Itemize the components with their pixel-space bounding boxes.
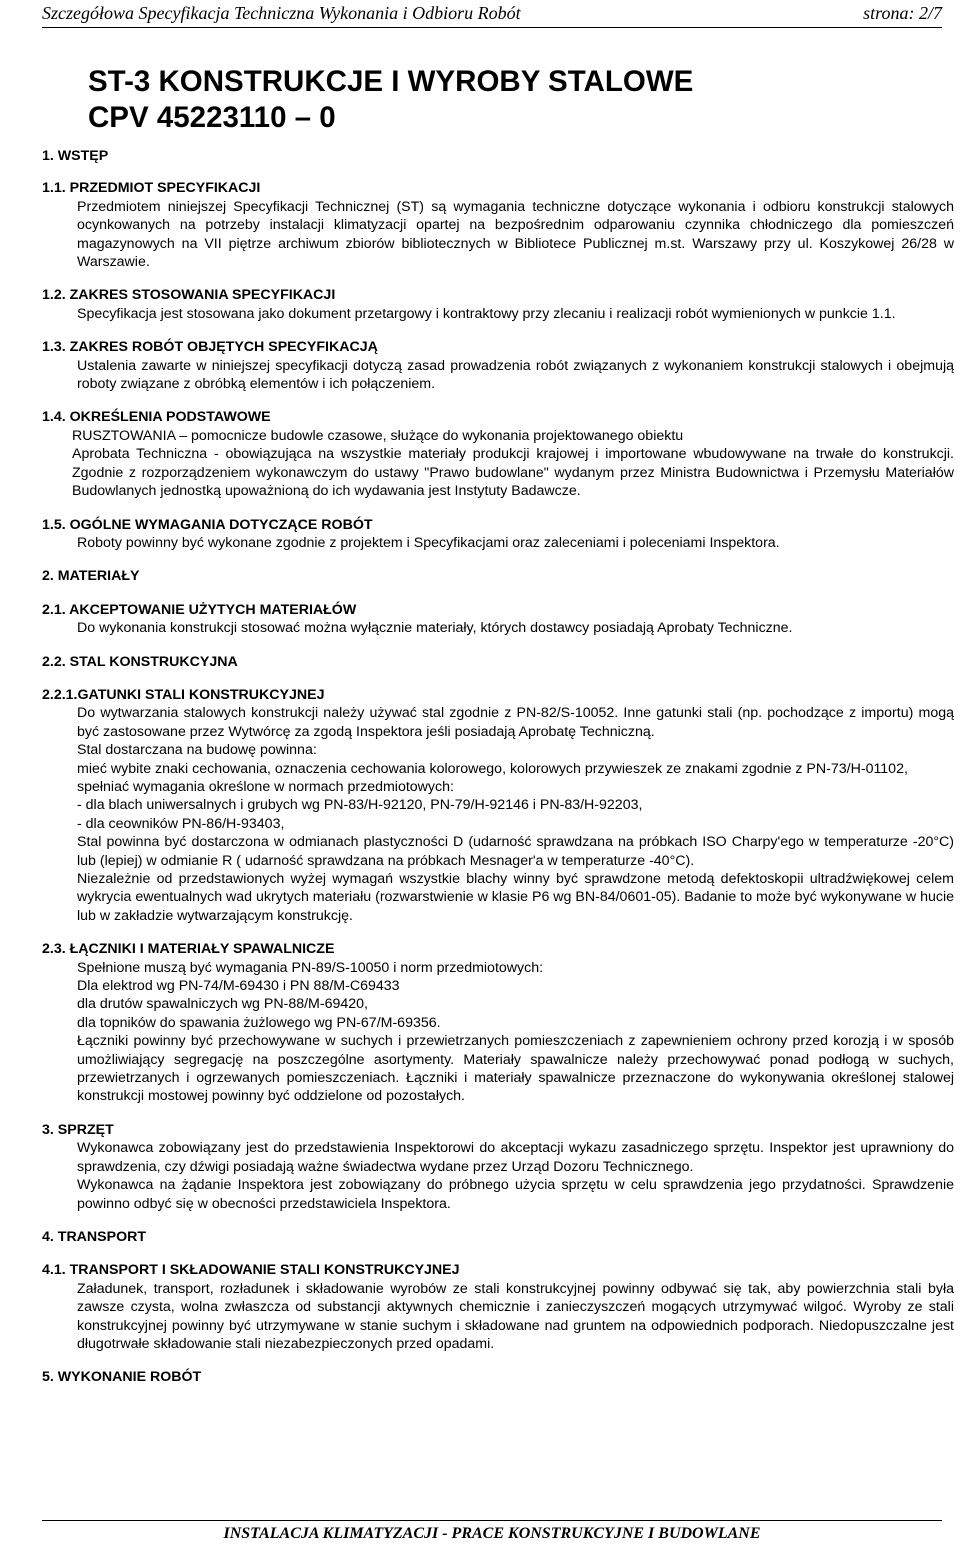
- section-4: [42, 1228, 954, 1246]
- section-2-1-body: [42, 619, 954, 637]
- section-4-heading: 4. TRANSPORT: [42, 1228, 147, 1245]
- section-1-heading: 1. WSTĘP: [42, 148, 109, 164]
- section-2: [42, 567, 954, 585]
- section-1-5: [42, 516, 954, 553]
- section-2-2-1: [42, 686, 954, 925]
- section-1-3: [42, 338, 954, 393]
- footer-text: INSTALACJA KLIMATYZACJI - PRACE KONSTRUKCYJNE I BUDOWLANE: [223, 1525, 761, 1542]
- section-1-2-paragraph: Specyfikacja jest stosowana jako dokument przetargowy i kontraktowy przy zlecaniu i realizacji robót wymienionych w punkcie 1.1.: [77, 305, 896, 322]
- page-header: [42, 0, 942, 28]
- equipment-paragraph-1: Wykonawca zobowiązany jest do przedstawienia Inspektorowi do akceptacji wykazu zasadniczego sprzętu. Inspektor jest uprawniony do sprawdzenia, czy dźwigi posiadają ważne świadectwa wydane przez Urząd Dozoru Technicznego.: [77, 1140, 954, 1175]
- title-line-1: ST-3 KONSTRUKCJE I WYROBY STALOWE: [88, 65, 694, 98]
- steel-delivery-intro: Stal dostarczana na budowę powinna:: [77, 742, 317, 759]
- section-2-2: [42, 653, 954, 671]
- equipment-paragraph-2: Wykonawca na żądanie Inspektora jest zobowiązany do próbnego użycia sprzętu w celu sprawdzenia jego przydatności. Sprawdzenie powinno odbyć się w obecności przedstawiciela Inspektora.: [77, 1177, 954, 1212]
- section-2-3: [42, 940, 954, 1106]
- fasteners-fluxes: dla topników do spawania żużlowego wg PN-67/M-69356.: [77, 1014, 441, 1031]
- section-1-3-paragraph: Ustalenia zawarte w niniejszej specyfikacji dotyczą zasad prowadzenia robót związanych z wykonaniem konstrukcji stalowych i obejmują roboty związane z obróbką elementów i ich połączeniem.: [77, 357, 954, 393]
- section-2-2-1-heading: 2.2.1.GATUNKI STALI KONSTRUKCYJNEJ: [42, 686, 325, 703]
- section-1-4-body: [42, 427, 954, 501]
- fasteners-electrodes: Dla elektrod wg PN-74/M-69430 i PN 88/M-C69433: [77, 978, 400, 995]
- document-title: [88, 64, 693, 136]
- section-3-heading: 3. SPRZĘT: [42, 1121, 114, 1138]
- section-3: [42, 1121, 954, 1213]
- section-4-1: [42, 1261, 954, 1353]
- section-1-5-paragraph: Roboty powinny być wykonane zgodnie z projektem i Specyfikacjami oraz zaleceniami i poleceniami Inspektora.: [77, 534, 780, 551]
- section-1: [42, 147, 954, 165]
- transport-paragraph: Załadunek, transport, rozładunek i składowanie wyrobów ze stali konstrukcyjnej powinny odbywać się tak, aby powierzchnia stali była zawsze czysta, wolna zwłaszcza od substancji aktywnych chemicznie i zanieczyszczeń mogących utrzymywać wilgoć. Wyroby ze stali konstrukcyjnej powinny być utrzymywane w stanie suchym i składowane nad gruntem na odpowiednich podporach. Niedopuszczalne jest długotrwałe składowanie stali niezabezpieczonych przed opadami.: [77, 1280, 954, 1352]
- section-2-2-heading: 2.2. STAL KONSTRUKCYJNA: [42, 653, 238, 670]
- document-body: [42, 147, 954, 1402]
- page-footer: [42, 1520, 942, 1544]
- section-1-2-heading: 1.2. ZAKRES STOSOWANIA SPECYFIKACJI: [42, 287, 336, 304]
- fasteners-storage: Łączniki powinny być przechowywane w suchych i przewietrzanych pomieszczeniach z zapewnieniem ochrony przed korozją i w sposób umożliwiający segregację na poszczególne asortymenty. Materiały spawalnicze należy przechowywać ponad podłogą w suchych, przewietrzanych i ogrzewanych pomieszczeniach. Łączniki i materiały spawalnicze przeznaczone do wykonywania określonej stalowej konstrukcji mostowej powinny być oddzielone od pozostałych.: [77, 1033, 954, 1105]
- section-5-heading: 5. WYKONANIE ROBÓT: [42, 1369, 202, 1386]
- section-2-heading: 2. MATERIAŁY: [42, 568, 140, 585]
- title-line-2: CPV 45223110 – 0: [88, 101, 336, 134]
- section-4-1-heading: 4.1. TRANSPORT I SKŁADOWANIE STALI KONSTRUKCYJNEJ: [42, 1262, 460, 1279]
- section-2-2-1-body: [42, 704, 954, 925]
- section-1-5-heading: 1.5. OGÓLNE WYMAGANIA DOTYCZĄCE ROBÓT: [42, 516, 373, 533]
- section-1-2: [42, 286, 954, 323]
- section-2-1-paragraph: Do wykonania konstrukcji stosować można wyłącznie materiały, których dostawcy posiadają Aprobaty Techniczne.: [77, 620, 793, 637]
- steel-marking-requirement: mieć wybite znaki cechowania, oznaczenia cechowania kolorowego, kolorowych przywieszek ze znakami zgodnie z PN-73/H-01102,: [77, 760, 908, 777]
- section-4-1-body: [42, 1280, 954, 1354]
- section-2-3-body: [42, 959, 954, 1106]
- section-1-2-body: [42, 305, 954, 323]
- steel-standards-intro: spełniać wymagania określone w normach przedmiotowych:: [77, 778, 454, 795]
- section-1-1-body: [42, 198, 954, 272]
- header-page-number: strona: 2/7: [863, 3, 942, 23]
- steel-standard-channels: - dla ceowników PN-86/H-93403,: [77, 815, 285, 832]
- section-1-4-heading: 1.4. OKREŚLENIA PODSTAWOWE: [42, 409, 271, 426]
- section-1-3-body: [42, 357, 954, 394]
- fasteners-welding-wires: dla drutów spawalniczych wg PN-88/M-69420,: [77, 996, 368, 1013]
- section-1-1-heading: 1.1. PRZEDMIOT SPECYFIKACJI: [42, 180, 261, 197]
- fasteners-standards-intro: Spełnione muszą być wymagania PN-89/S-10050 i norm przedmiotowych:: [77, 959, 544, 976]
- section-1-5-body: [42, 534, 954, 552]
- section-1-1-paragraph: Przedmiotem niniejszej Specyfikacji Technicznej (ST) są wymagania techniczne dotyczące wykonania i odbioru konstrukcji stalowych ocynkowanych na potrzeby instalacji klimatyzacji opartej na bezpośrednim odparowaniu czynnika chłodniczego dla pomieszczeń magazynowych na VII piętrze archiwum zbiorów bibliotecznych w Bibliotece Publicznej m.st. Warszawy przy ul. Koszykowej 26/28 w Warszawie.: [77, 198, 954, 271]
- section-2-1: [42, 601, 954, 638]
- section-1-4: [42, 408, 954, 500]
- section-2-3-heading: 2.3. ŁĄCZNIKI I MATERIAŁY SPAWALNICZE: [42, 941, 335, 958]
- section-1-1: [42, 179, 954, 271]
- section-2-1-heading: 2.1. AKCEPTOWANIE UŻYTYCH MATERIAŁÓW: [42, 601, 357, 618]
- steel-plasticity-requirement: Stal powinna być dostarczona w odmianach plastyczności D (udarność sprawdzana na próbkach ISO Charpy'ego w temperaturze -20°C) lub (lepiej) w odmianie R ( udarność sprawdzana na próbkach Mesnager'a w temperaturze -40°C).: [77, 834, 954, 869]
- definition-rusztowania: RUSZTOWANIA – pomocnicze budowle czasowe, służące do wykonania projektowanego obiektu: [72, 427, 684, 444]
- steel-grades-paragraph: Do wytwarzania stalowych konstrukcji należy używać stal zgodnie z PN-82/S-10052. Inne gatunki stali (np. pochodzące z importu) mogą być zastosowane przez Wytwórcę za zgodą Inspektora jeśli posiadają Aprobatę Techniczną.: [77, 705, 954, 740]
- steel-ultrasonic-testing: Niezależnie od przedstawionych wyżej wymagań wszystkie blachy winny być sprawdzone metodą defektoskopii ultradźwiękowej celem wykrycia ewentualnych wad ukrytych materiału (rozwarstwienie w klasie P6 wg BN-84/0601-05). Badanie to może być wykonywane w hucie lub w zakładzie wytwarzającym konstrukcję.: [77, 871, 954, 924]
- section-1-3-heading: 1.3. ZAKRES ROBÓT OBJĘTYCH SPECYFIKACJĄ: [42, 339, 378, 356]
- steel-standard-plates: - dla blach uniwersalnych i grubych wg PN-83/H-92120, PN-79/H-92146 i PN-83/H-92203,: [77, 797, 643, 814]
- section-3-body: [42, 1139, 954, 1213]
- header-document-title: Szczegółowa Specyfikacja Techniczna Wykonania i Odbioru Robót: [42, 3, 521, 23]
- section-5: [42, 1368, 954, 1386]
- definition-aprobata: Aprobata Techniczna - obowiązująca na wszystkie materiały produkcji krajowej i importowane wbudowywane na trwałe do konstrukcji. Zgodnie z rozporządzeniem wykonawczym do ustawy "Prawo budowlane" wydanym przez Ministra Budownictwa i Przemysłu Materiałów Budowlanych jednostką upoważnioną do ich wydawania jest Instytuty Badawcze.: [72, 446, 954, 500]
